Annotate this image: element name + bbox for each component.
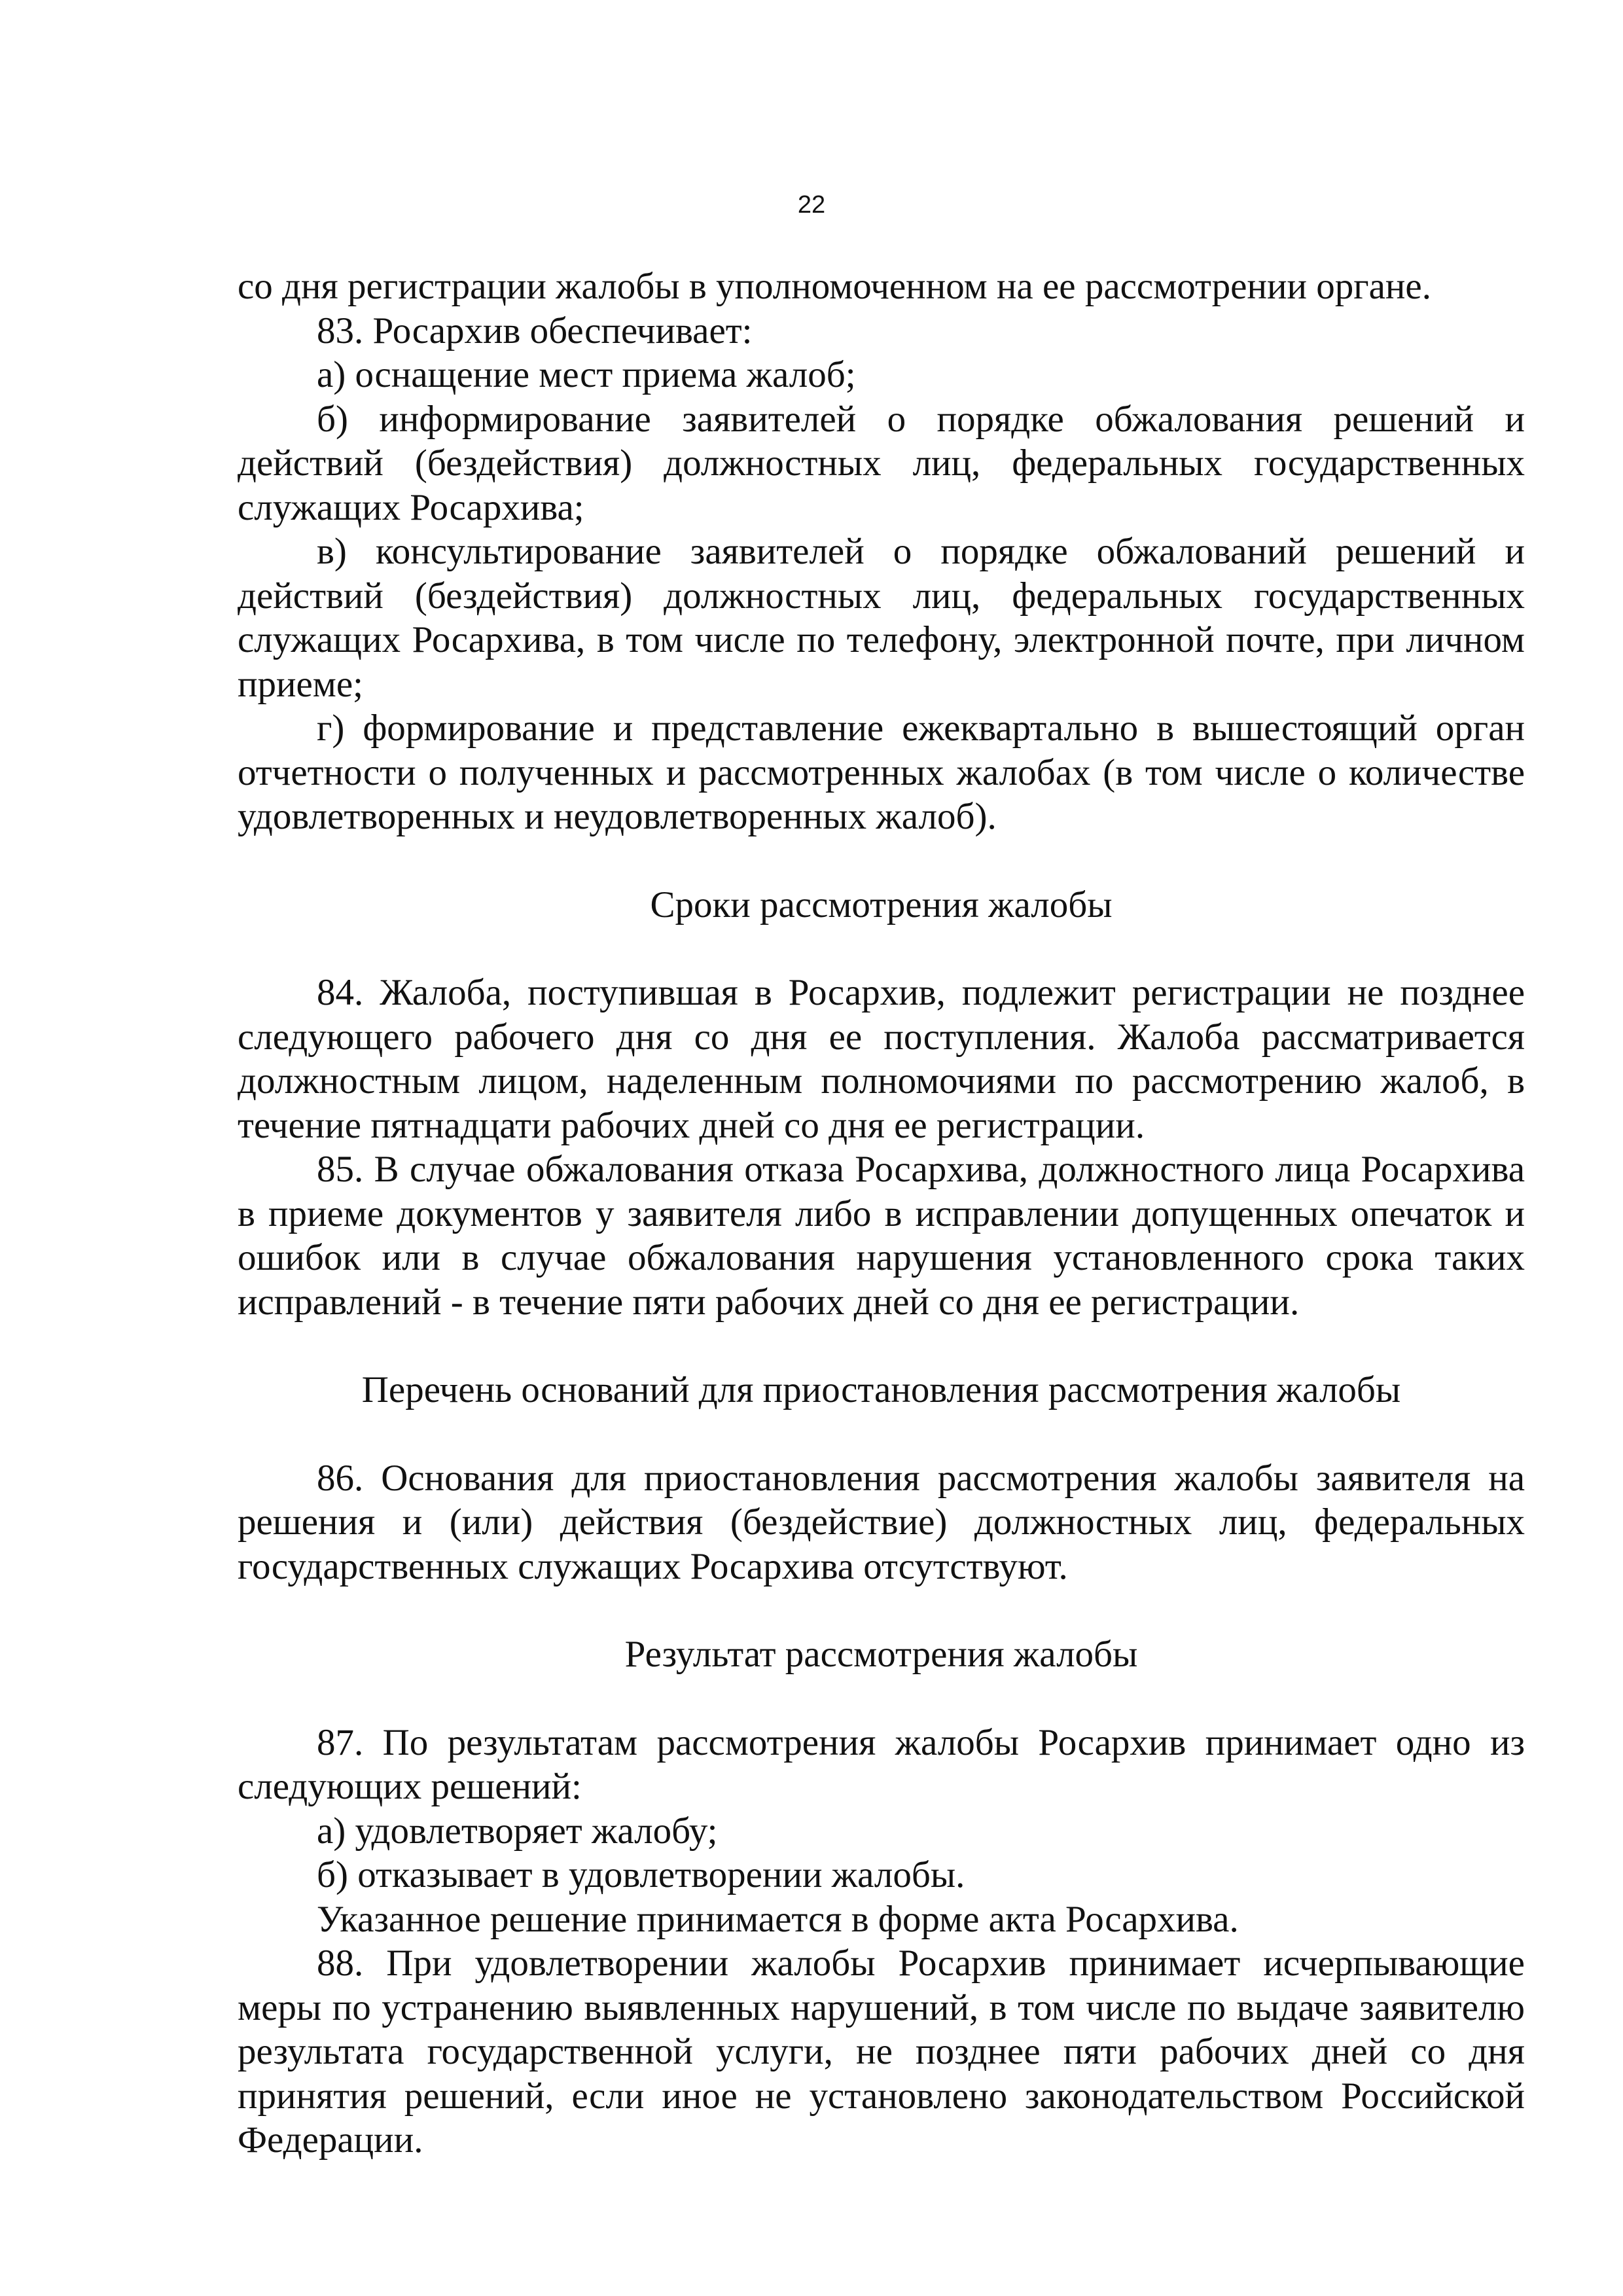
paragraph-83-v: в) консультирование заявителей о порядке обжалований решений и действий (бездействия) должностных лиц, федеральных государственных служащих Росархива, в том числе по телефону, электронной почте, при личном приеме; xyxy=(238,531,1525,705)
paragraph-83-b: б) информирование заявителей о порядке обжалования решений и действий (бездействия) должностных лиц, федеральных государственных служащих Росархива; xyxy=(238,398,1525,528)
section-heading-result: Результат рассмотрения жалобы xyxy=(624,1634,1138,1675)
paragraph-83-g: г) формирование и представление ежеквартально в вышестоящий орган отчетности о полученных и рассмотренных жалобах (в том числе о количестве удовлетворенных и неудовлетворенных жалоб). xyxy=(238,708,1525,837)
paragraph-continuation: со дня регистрации жалобы в уполномоченном на ее рассмотрении органе. xyxy=(238,266,1431,307)
document-body xyxy=(238,264,1525,2162)
paragraph-87-note: Указанное решение принимается в форме акта Росархива. xyxy=(317,1898,1239,1940)
paragraph-86: 86. Основания для приостановления рассмотрения жалобы заявителя на решения и (или) действия (бездействие) должностных лиц, федеральных государственных служащих Росархива отсутствуют. xyxy=(238,1457,1525,1587)
paragraph-83-a: а) оснащение мест приема жалоб; xyxy=(317,354,856,395)
section-heading-suspension-grounds: Перечень оснований для приостановления рассмотрения жалобы xyxy=(361,1369,1401,1410)
paragraph-87-a: а) удовлетворяет жалобу; xyxy=(317,1810,718,1852)
paragraph-87: 87. По результатам рассмотрения жалобы Росархив принимает одно из следующих решений: xyxy=(238,1721,1525,1807)
paragraph-85: 85. В случае обжалования отказа Росархива, должностного лица Росархива в приеме документов у заявителя либо в исправлении допущенных опечаток и ошибок или в случае обжалования нарушения установленного срока таких исправлений - в течение пяти рабочих дней со дня ее регистрации. xyxy=(238,1149,1525,1323)
page-number: 22 xyxy=(797,191,826,219)
paragraph-88: 88. При удовлетворении жалобы Росархив принимает исчерпывающие меры по устранению выявленных нарушений, в том числе по выдаче заявителю результата государственной услуги, не позднее пяти рабочих дней со дня принятия решений, если иное не установлено законодательством Российской Федерации. xyxy=(238,1943,1525,2161)
paragraph-84: 84. Жалоба, поступившая в Росархив, подлежит регистрации не позднее следующего рабочего дня со дня ее поступления. Жалоба рассматривается должностным лицом, наделенным полномочиями по рассмотрению жалоб, в течение пятнадцати рабочих дней со дня ее регистрации. xyxy=(238,972,1525,1146)
paragraph-83: 83. Росархив обеспечивает: xyxy=(317,310,753,351)
section-heading-terms: Сроки рассмотрения жалобы xyxy=(650,884,1113,925)
paragraph-87-b: б) отказывает в удовлетворении жалобы. xyxy=(317,1854,965,1895)
